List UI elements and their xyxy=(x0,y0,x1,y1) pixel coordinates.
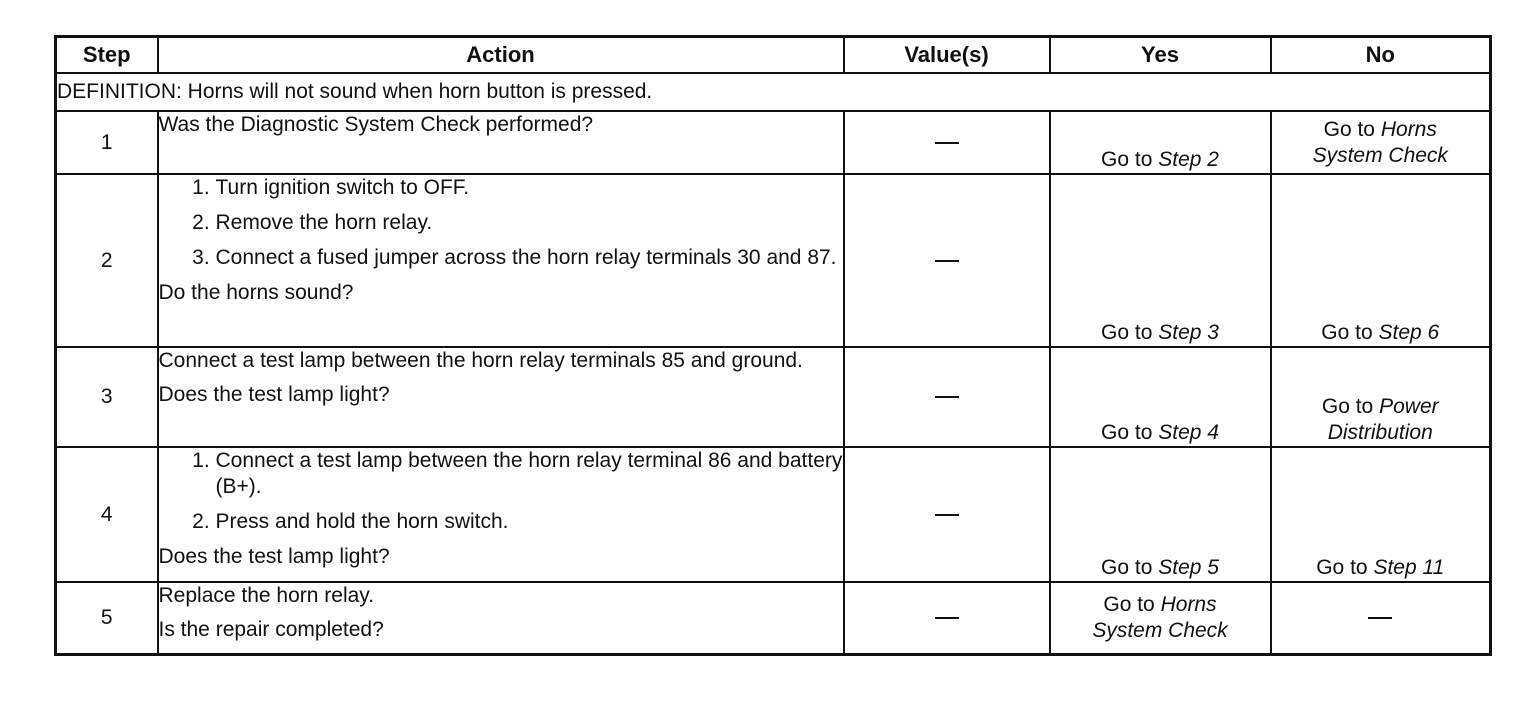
yes-prefix: Go to xyxy=(1101,321,1153,344)
value-cell xyxy=(844,347,1050,447)
list-item: 3. Connect a fused jumper across the horn relay terminals 30 and 87. xyxy=(216,245,843,271)
yes-prefix: Go to xyxy=(1101,556,1153,579)
no-cell xyxy=(1271,447,1491,582)
dash-mark xyxy=(935,514,959,516)
action-text: Connect a test lamp between the horn relay terminals 85 and ground. xyxy=(158,349,803,372)
action-question: Does the test lamp light? xyxy=(158,545,390,568)
dash-mark xyxy=(935,396,959,398)
value-cell xyxy=(844,447,1050,582)
header-row xyxy=(56,37,1491,74)
step-number: 3 xyxy=(56,347,158,447)
yes-target: Step 2 xyxy=(1158,148,1219,171)
header-values: Value(s) xyxy=(844,37,1050,74)
no-cell xyxy=(1271,111,1491,174)
list-item: 2. Press and hold the horn switch. xyxy=(216,509,843,535)
action-list xyxy=(159,448,843,535)
yes-prefix: Go to xyxy=(1103,592,1155,616)
table-row xyxy=(56,582,1491,654)
diagnostic-table xyxy=(54,35,1492,656)
yes-target: Step 3 xyxy=(1158,321,1219,344)
yes-target-line1: Horns xyxy=(1160,592,1217,616)
table-row xyxy=(56,447,1491,582)
action-question: Is the repair completed? xyxy=(158,618,384,641)
yes-cell xyxy=(1050,347,1271,447)
yes-prefix: Go to xyxy=(1101,421,1153,444)
no-prefix: Go to xyxy=(1321,395,1374,418)
header-yes: Yes xyxy=(1050,37,1271,74)
action-text: Replace the horn relay. xyxy=(158,584,375,607)
action-question: Do the horns sound? xyxy=(158,281,354,304)
table-row xyxy=(56,174,1491,347)
action-cell xyxy=(158,174,844,347)
step-number: 2 xyxy=(56,174,158,347)
no-prefix: Go to xyxy=(1316,556,1368,579)
value-cell xyxy=(844,582,1050,654)
step-number: 1 xyxy=(56,111,158,174)
no-target-line2: System Check xyxy=(1312,143,1448,167)
yes-cell xyxy=(1050,174,1271,347)
yes-target: Step 4 xyxy=(1158,421,1219,444)
definition-text: DEFINITION: Horns will not sound when horn button is pressed. xyxy=(56,73,1491,111)
action-cell xyxy=(158,447,844,582)
yes-target: Step 5 xyxy=(1158,556,1219,579)
value-cell xyxy=(844,111,1050,174)
definition-row xyxy=(56,73,1491,111)
no-cell xyxy=(1271,582,1491,654)
yes-cell xyxy=(1050,111,1271,174)
action-list xyxy=(159,175,843,271)
no-prefix: Go to xyxy=(1321,321,1373,344)
action-question: Was the Diagnostic System Check performed? xyxy=(158,113,594,136)
header-step: Step xyxy=(56,37,158,74)
yes-target-line2: System Check xyxy=(1092,618,1228,642)
list-item: 2. Remove the horn relay. xyxy=(216,210,843,236)
yes-cell xyxy=(1050,447,1271,582)
no-cell xyxy=(1271,174,1491,347)
no-target-line1: Horns xyxy=(1380,117,1437,141)
dash-mark xyxy=(935,617,959,619)
table-row xyxy=(56,347,1491,447)
dash-mark xyxy=(935,260,959,262)
no-prefix: Go to xyxy=(1323,117,1375,141)
no-target-line2: Distribution xyxy=(1327,421,1433,444)
step-number: 4 xyxy=(56,447,158,582)
dash-mark xyxy=(1368,617,1392,619)
dash-mark xyxy=(935,142,959,144)
action-question: Does the test lamp light? xyxy=(158,383,390,406)
no-target: Step 6 xyxy=(1378,321,1440,344)
no-cell xyxy=(1271,347,1491,447)
header-no: No xyxy=(1271,37,1491,74)
list-item: 1. Connect a test lamp between the horn relay terminal 86 and battery (B+). xyxy=(216,448,843,500)
action-cell xyxy=(158,582,844,654)
list-item: 1. Turn ignition switch to OFF. xyxy=(216,175,843,201)
action-cell xyxy=(158,347,844,447)
no-target: Step 11 xyxy=(1373,556,1445,579)
table-row xyxy=(56,111,1491,174)
step-number: 5 xyxy=(56,582,158,654)
no-target-line1: Power xyxy=(1379,395,1439,418)
action-cell xyxy=(158,111,844,174)
value-cell xyxy=(844,174,1050,347)
yes-cell xyxy=(1050,582,1271,654)
header-action: Action xyxy=(158,37,844,74)
yes-prefix: Go to xyxy=(1101,148,1153,171)
